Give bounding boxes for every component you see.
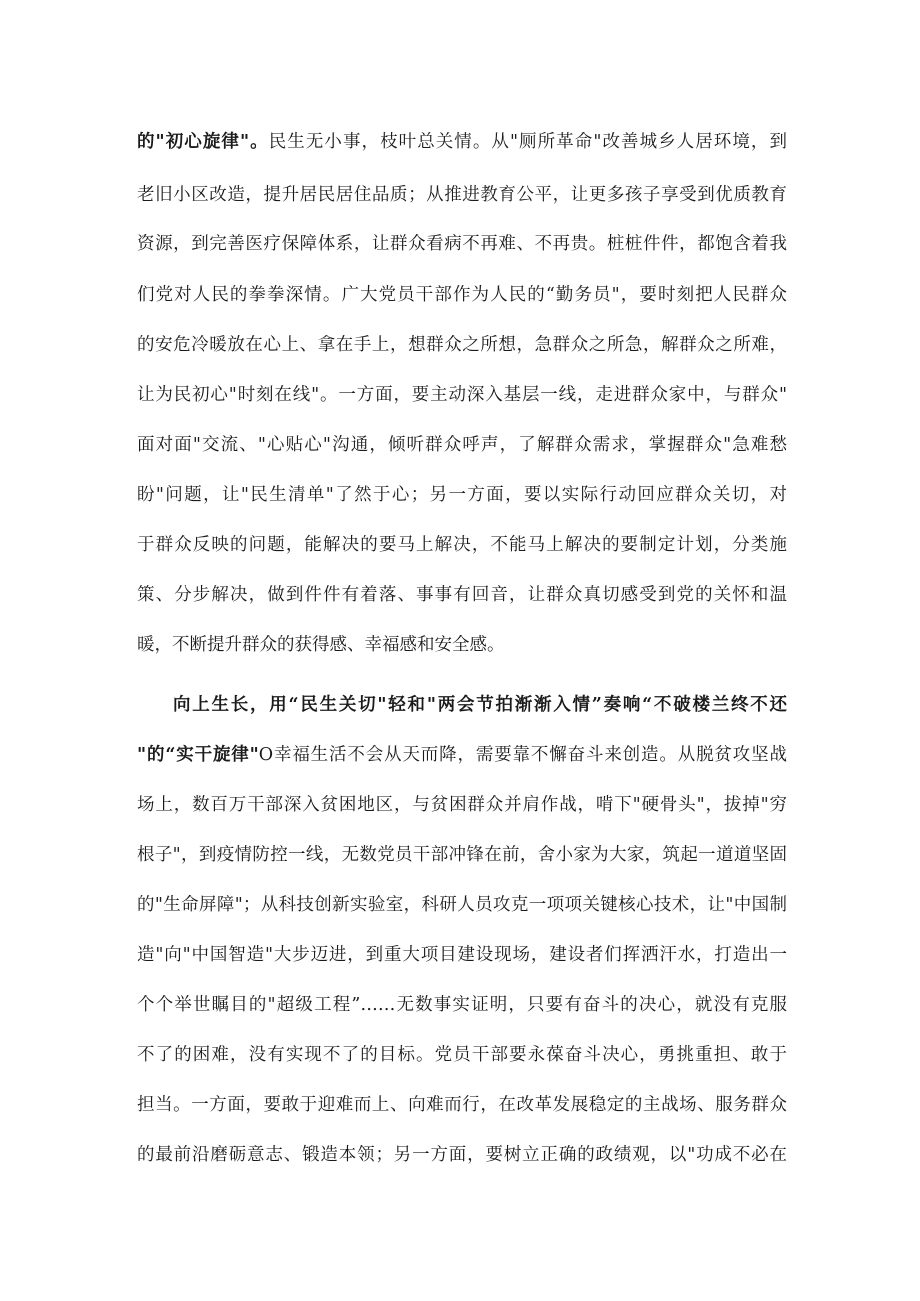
text-line: 不了的困难，没有实现不了的目标。党员干部要永葆奋斗决心，勇挑重担、敢于 xyxy=(137,1045,787,1065)
text-line: 根子"，到疫情防控一线，无数党员干部冲锋在前，舍小家为大家，筑起一道道坚固 xyxy=(137,845,787,865)
text-line: 盼"问题，让"民生清单"了然于心；另一方面，要以实际行动回应群众关切，对 xyxy=(137,485,787,505)
text-line: 担当。一方面，要敢于迎难而上、向难而行，在改革发展稳定的主战场、服务群众 xyxy=(137,1095,787,1115)
text-line: 个个举世瞩目的"超级工程”……无数事实证明，只要有奋斗的决心，就没有克服 xyxy=(137,995,787,1015)
text-line: 的安危冷暖放在心上、拿在手上，想群众之所想，急群众之所急，解群众之所难， xyxy=(137,335,787,355)
text-line: 老旧小区改造，提升居民居住品质；从推进教育公平，让更多孩子享受到优质教育 xyxy=(137,185,787,205)
text-line: 造"向"中国智造"大步迈进，到重大项目建设现场，建设者们挥洒汗水，打造出一 xyxy=(137,945,787,965)
line-text: 民生无小事，枝叶总关情。从"厕所革命"改善城乡人居环境，到 xyxy=(268,132,787,152)
text-line: 策、分步解决，做到件件有着落、事事有回音，让群众真切感受到党的关怀和温 xyxy=(137,585,787,605)
text-line: 的"生命屏障"；从科技创新实验室，科研人员攻克一项项关键核心技术，让"中国制 xyxy=(137,895,787,915)
line-text: O幸福生活不会从天而降，需要靠不懈奋斗来创造。从脱贫攻坚战 xyxy=(258,745,787,765)
text-line: 场上，数百万干部深入贫困地区，与贫困群众并肩作战，啃下"硬骨头"，拔掉"穷 xyxy=(137,795,787,815)
text-line xyxy=(137,743,787,767)
paragraph-heading: 向上生长，用“民生关切"轻和"两会节拍渐渐入情”奏响“不破楼兰终不还 xyxy=(173,695,787,715)
text-line: 们党对人民的拳拳深情。广大党员干部作为人民的“勤务员"，要时刻把人民群众 xyxy=(137,285,787,305)
text-line: 暖，不断提升群众的获得感、幸福感和安全感。 xyxy=(137,635,505,655)
bold-phrase: "的“实干旋律" xyxy=(137,745,259,765)
text-line: 资源，到完善医疗保障体系，让群众看病不再难、不再贵。桩桩件件，都饱含着我 xyxy=(137,234,787,254)
text-line: 于群众反映的问题，能解决的要马上解决，不能马上解决的要制定计划，分类施 xyxy=(137,535,787,555)
bold-phrase: 的"初心旋律"。 xyxy=(137,132,269,152)
text-line: 面对面"交流、"心贴心"沟通，倾听群众呼声，了解群众需求，掌握群众"急难愁 xyxy=(137,435,787,455)
text-line: 让为民初心"时刻在线"。一方面，要主动深入基层一线，走进群众家中，与群众" xyxy=(137,385,787,405)
text-line: 的最前沿磨砺意志、锻造本领；另一方面，要树立正确的政绩观，以"功成不必在 xyxy=(137,1145,787,1165)
text-line xyxy=(137,130,787,154)
